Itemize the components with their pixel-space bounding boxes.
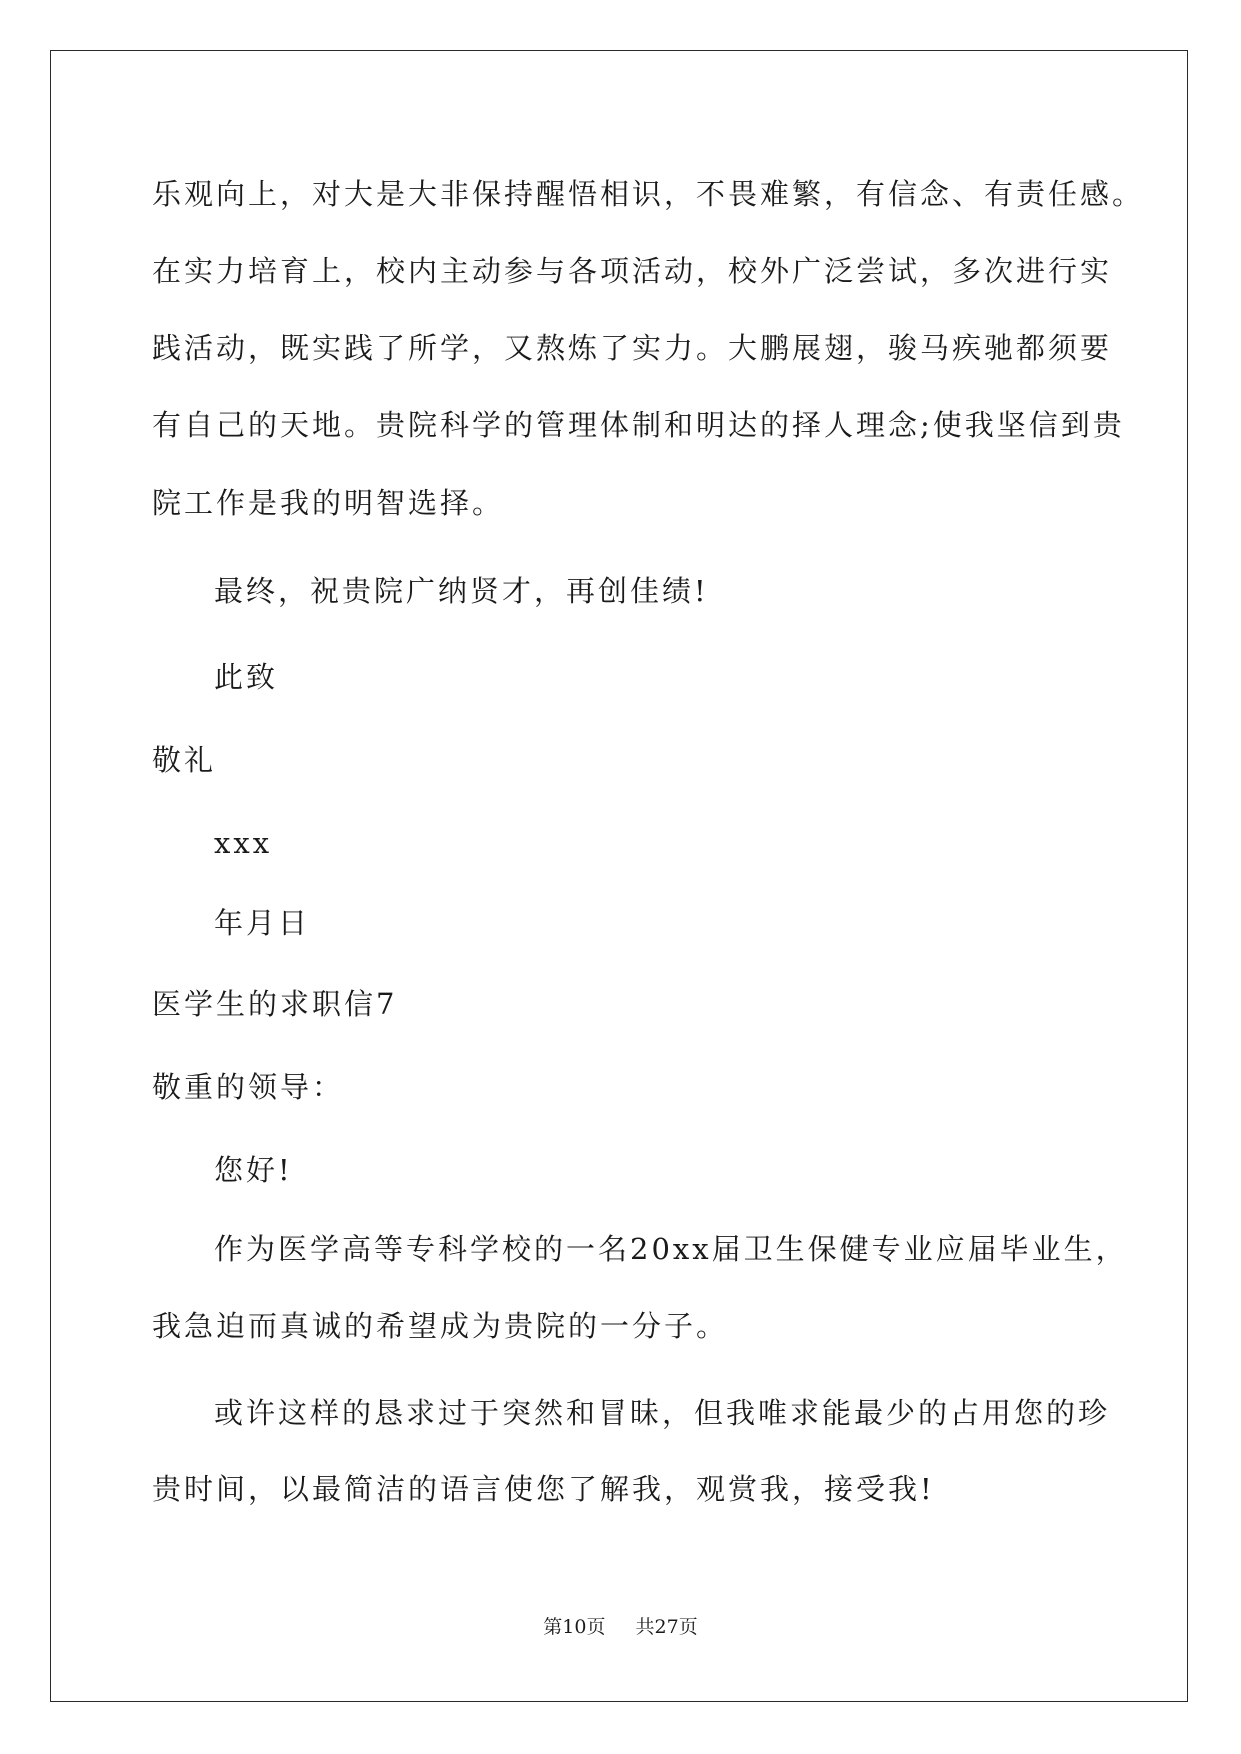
page-border (50, 50, 1188, 1702)
paragraph-line: 我急迫而真诚的希望成为贵院的一分子。 (152, 1309, 729, 1343)
salutation-line: 敬礼 (152, 743, 217, 777)
paragraph-line: 或许这样的恳求过于突然和冒昧，但我唯求能最少的占用您的珍 (214, 1396, 1111, 1430)
section-heading: 医学生的求职信7 (152, 987, 398, 1021)
signature-date: 年月日 (214, 906, 311, 940)
closing-wish-line: 最终，祝贵院广纳贤才，再创佳绩! (214, 574, 709, 608)
paragraph-line: 有自己的天地。贵院科学的管理体制和明达的择人理念;使我坚信到贵 (152, 408, 1125, 442)
paragraph-line: 作为医学高等专科学校的一名20xx届卫生保健专业应届毕业生， (214, 1232, 1128, 1266)
paragraph-line: 院工作是我的明智选择。 (152, 486, 505, 520)
page-number: 第10页 (543, 1616, 606, 1638)
paragraph-line: 贵时间，以最简洁的语言使您了解我，观赏我，接受我! (152, 1472, 935, 1506)
salutation-line: 此致 (214, 660, 279, 694)
page-total: 共27页 (635, 1616, 698, 1638)
paragraph-line: 践活动，既实践了所学，又熬炼了实力。大鹏展翅，骏马疾驰都须要 (152, 331, 1113, 365)
page-footer (0, 1615, 1241, 1639)
paragraph-line: 乐观向上，对大是大非保持醒悟相识，不畏难繁，有信念、有责任感。 (152, 177, 1145, 211)
signature-name: xxx (214, 826, 273, 860)
greeting-line: 您好! (214, 1153, 293, 1187)
paragraph-line: 在实力培育上，校内主动参与各项活动，校外广泛尝试，多次进行实 (152, 254, 1113, 288)
greeting-line: 敬重的领导： (152, 1070, 345, 1104)
